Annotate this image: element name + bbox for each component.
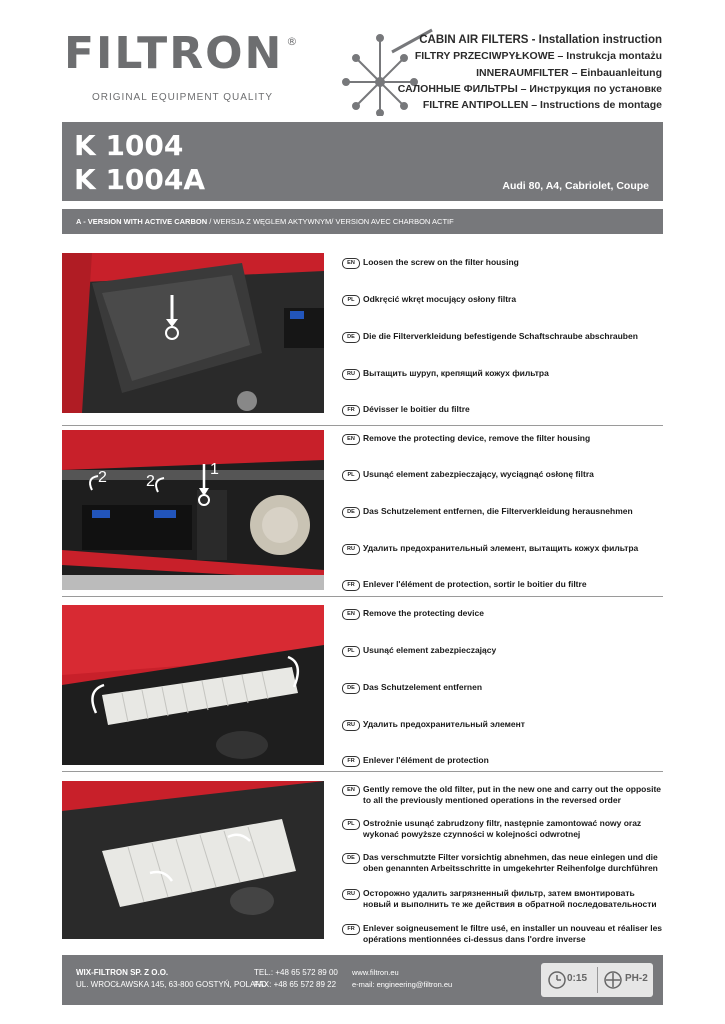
step-1-photo <box>62 253 324 413</box>
version-bar: A - VERSION WITH ACTIVE CARBON / WERSJA Z WĘGLEM AKTYWNYM/ VERSION AVEC CHARBON ACTIF <box>62 209 663 234</box>
instruction-text: Loosen the screw on the filter housing <box>363 257 519 267</box>
tools-divider <box>597 967 598 993</box>
clock-icon <box>547 970 567 990</box>
step-divider <box>62 596 663 597</box>
language-badge: PL <box>342 646 360 657</box>
instruction-text: Удалить предохранительный элемент, вытащить кожух фильтра <box>363 543 639 553</box>
language-badge: DE <box>342 332 360 343</box>
title-pl: FILTRY PRZECIWPYŁKOWE – Instrukcja montażu <box>414 50 662 63</box>
step-4-photo <box>62 781 324 939</box>
title-de: INNERAUMFILTER – Einbauanleitung <box>476 66 662 79</box>
instruction-text: Enlever l'élément de protection, sortir le boitier du filtre <box>363 579 587 589</box>
language-badge: PL <box>342 819 360 830</box>
language-badge: EN <box>342 609 360 620</box>
instruction-text: Enlever soigneusement le filtre usé, en installer un nouveau et réaliser les opérations mentionnées ci-dessus dans l'ordre inverse <box>363 923 663 944</box>
model-number-2: K 1004A <box>74 163 206 196</box>
instruction-text: Dévisser le boitier du filtre <box>363 404 470 414</box>
callout-label-2a: 2 <box>98 469 107 486</box>
company-name: WIX-FILTRON SP. Z O.O. <box>76 968 169 977</box>
language-badge: PL <box>342 470 360 481</box>
step-3-photo <box>62 605 324 765</box>
phillips-screwdriver-icon <box>603 970 623 990</box>
instruction-text: Remove the protecting device <box>363 608 484 618</box>
tools-box <box>541 963 653 997</box>
language-badge: FR <box>342 924 360 935</box>
language-badge: FR <box>342 756 360 767</box>
web-info <box>352 967 452 991</box>
instruction-text: Die die Filterverkleidung befestigende Schaftschraube abschrauben <box>363 331 638 341</box>
callout-label-2b: 2 <box>146 473 155 490</box>
instruction-text: Gently remove the old filter, put in the new one and carry out the opposite to all the previously mentioned operations in the reversed order <box>363 784 662 805</box>
language-badge: RU <box>342 369 360 380</box>
model-number-1: K 1004 <box>74 129 184 162</box>
install-time: 0:15 <box>567 973 588 984</box>
company-address: UL. WROCŁAWSKA 145, 63-800 GOSTYŃ, POLAND <box>76 980 267 989</box>
language-badge: PL <box>342 295 360 306</box>
website-link[interactable]: www.filtron.eu <box>352 968 399 977</box>
language-badge: DE <box>342 853 360 864</box>
instruction-text: Usunąć element zabezpieczający, wyciągnąć osłonę filtra <box>363 469 594 479</box>
instruction-text: Usunąć element zabezpieczający <box>363 645 497 655</box>
title-en: CABIN AIR FILTERS - Installation instruction <box>419 34 662 46</box>
instruction-text: Das Schutzelement entfernen, die Filterverkleidung herausnehmen <box>363 506 633 516</box>
instruction-text: Das Schutzelement entfernen <box>363 682 483 692</box>
step-divider <box>62 771 663 772</box>
instruction-text: Удалить предохранительный элемент <box>363 719 525 729</box>
vehicle-list: Audi 80, A4, Cabriolet, Coupe <box>502 180 649 192</box>
phone-info <box>254 967 338 991</box>
email-link[interactable]: e-mail: engineering@filtron.eu <box>352 980 453 989</box>
language-badge: EN <box>342 258 360 269</box>
language-badge: RU <box>342 544 360 555</box>
instruction-text: Remove the protecting device, remove the filter housing <box>363 433 591 443</box>
language-badge: EN <box>342 785 360 796</box>
phone-tel: TEL.: +48 65 572 89 00 <box>254 968 338 977</box>
language-badge: DE <box>342 507 360 518</box>
footer <box>62 955 663 1005</box>
instruction-text: Odkręcić wkręt mocujący osłony filtra <box>363 294 517 304</box>
brand-tagline: ORIGINAL EQUIPMENT QUALITY <box>92 92 274 103</box>
company-info <box>76 967 267 991</box>
step-divider <box>62 425 663 426</box>
language-badge: FR <box>342 580 360 591</box>
instruction-text: Ostrożnie usunąć zabrudzony filtr, następnie zamontować nowy oraz wykonać powyższe czynności w kolejności odwrotnej <box>363 818 642 839</box>
tool-size: PH-2 <box>625 973 648 984</box>
language-badge: RU <box>342 889 360 900</box>
step-2-photo <box>62 430 324 590</box>
language-badge: FR <box>342 405 360 416</box>
instruction-text: Осторожно удалить загрязненный фильтр, затем вмонтировать новый и выполнить те же действия в обратной последовательности <box>363 888 657 909</box>
instruction-titles <box>398 32 662 113</box>
title-fr: FILTRE ANTIPOLLEN – Instructions de montage <box>422 99 662 112</box>
title-ru: САЛОННЫЕ ФИЛЬТРЫ – Инструкция по установке <box>397 82 662 95</box>
filtron-logo: FILTRON ® <box>64 28 300 79</box>
instruction-text: Enlever l'élément de protection <box>363 755 489 765</box>
language-badge: RU <box>342 720 360 731</box>
instruction-text: Das verschmutzte Filter vorsichtig abnehmen, das neue einlegen und die oben genannten Arbeitsschritte in umgekehrter Reihenfolge durchführen <box>363 852 658 873</box>
instruction-text: Вытащить шуруп, крепящий кожух фильтра <box>363 368 549 378</box>
phone-fax: FAX: +48 65 572 89 22 <box>254 980 337 989</box>
callout-label-1: 1 <box>210 461 219 478</box>
language-badge: EN <box>342 434 360 445</box>
language-badge: DE <box>342 683 360 694</box>
